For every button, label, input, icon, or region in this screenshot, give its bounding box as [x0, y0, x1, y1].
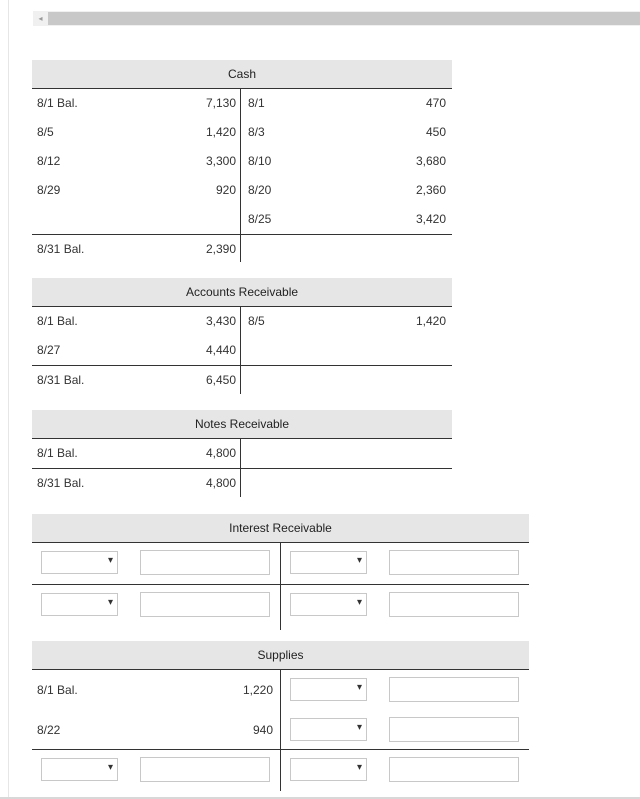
debit-amount-field[interactable] — [140, 757, 270, 782]
debit-date: 8/1 Bal. — [37, 314, 78, 328]
credit-amount-field[interactable] — [389, 757, 519, 782]
debit-date: 8/1 Bal. — [37, 446, 78, 460]
debit-date: 8/5 — [37, 125, 54, 139]
table-row — [32, 118, 452, 147]
credit-amount-field[interactable] — [389, 677, 519, 702]
total-row — [32, 468, 452, 498]
chevron-down-icon: ▾ — [356, 762, 362, 773]
total-row — [32, 365, 452, 395]
accounts-receivable-title: Accounts Receivable — [32, 278, 452, 307]
supplies-t-account — [32, 641, 529, 791]
chevron-down-icon: ▾ — [356, 722, 362, 733]
debit-amount: 3,300 — [205, 154, 236, 168]
balance-date: 8/31 Bal. — [37, 373, 85, 387]
credit-date: 8/1 — [248, 96, 265, 110]
credit-amount: 2,360 — [415, 183, 446, 197]
debit-amount: 4,440 — [205, 343, 236, 357]
credit-amount: 470 — [425, 96, 446, 110]
chevron-down-icon: ▾ — [356, 682, 362, 693]
table-row — [32, 307, 452, 336]
debit-date: 8/1 Bal. — [37, 96, 78, 110]
debit-amount: 1,220 — [242, 683, 273, 697]
total-row — [32, 234, 452, 264]
debit-amount-field[interactable] — [140, 592, 270, 617]
chevron-down-icon: ▾ — [356, 555, 362, 566]
debit-amount: 4,800 — [205, 446, 236, 460]
credit-date: 8/5 — [248, 314, 265, 328]
credit-amount-field[interactable] — [389, 550, 519, 575]
notes-receivable-t-account — [32, 410, 452, 498]
supplies-title: Supplies — [32, 641, 529, 670]
balance-amount: 6,450 — [205, 373, 236, 387]
cash-title: Cash — [32, 60, 452, 89]
table-row — [32, 336, 452, 365]
debit-date: 8/12 — [37, 154, 61, 168]
debit-amount: 1,420 — [205, 125, 236, 139]
interest-receivable-title: Interest Receivable — [32, 514, 529, 543]
supplies-divider — [280, 670, 281, 791]
credit-amount-field[interactable] — [389, 592, 519, 617]
table-row — [32, 176, 452, 205]
balance-date: 8/31 Bal. — [37, 242, 85, 256]
cash-t-account — [32, 60, 452, 264]
debit-amount-field[interactable] — [140, 550, 270, 575]
credit-date-select[interactable] — [290, 718, 367, 741]
chevron-down-icon: ▾ — [107, 762, 113, 773]
table-row — [32, 439, 452, 468]
chevron-down-icon: ▾ — [107, 597, 113, 608]
accounts-receivable-t-account — [32, 278, 452, 395]
credit-date: 8/25 — [248, 212, 272, 226]
credit-date: 8/10 — [248, 154, 272, 168]
debit-amount: 7,130 — [205, 96, 236, 110]
horizontal-scrollbar[interactable] — [33, 11, 640, 26]
interest-receivable-t-account — [32, 514, 529, 630]
credit-date: 8/20 — [248, 183, 272, 197]
debit-date: 8/22 — [37, 723, 61, 737]
chevron-down-icon: ▾ — [107, 555, 113, 566]
credit-amount-field[interactable] — [389, 717, 519, 742]
debit-date-select[interactable] — [41, 593, 118, 616]
credit-amount: 3,420 — [415, 212, 446, 226]
table-row — [32, 205, 452, 234]
debit-amount: 940 — [252, 723, 273, 737]
credit-date-select[interactable] — [290, 593, 367, 616]
credit-date-select[interactable] — [290, 678, 367, 701]
balance-amount: 2,390 — [205, 242, 236, 256]
balance-date: 8/31 Bal. — [37, 476, 85, 490]
credit-date-select[interactable] — [290, 758, 367, 781]
credit-amount: 450 — [425, 125, 446, 139]
debit-date-select[interactable] — [41, 551, 118, 574]
interest-receivable-divider — [280, 543, 281, 630]
debit-date: 8/27 — [37, 343, 61, 357]
row-separator — [32, 584, 529, 585]
credit-amount: 3,680 — [415, 154, 446, 168]
debit-date: 8/1 Bal. — [37, 683, 78, 697]
debit-amount: 3,430 — [205, 314, 236, 328]
chevron-down-icon: ▾ — [356, 597, 362, 608]
credit-date: 8/3 — [248, 125, 265, 139]
credit-date-select[interactable] — [290, 551, 367, 574]
row-separator — [32, 749, 529, 750]
notes-receivable-title: Notes Receivable — [32, 410, 452, 439]
debit-date-select[interactable] — [41, 758, 118, 781]
page-left-rule — [8, 0, 9, 799]
credit-amount: 1,420 — [415, 314, 446, 328]
table-row — [32, 147, 452, 176]
scroll-left-icon[interactable]: ◂ — [38, 14, 43, 23]
balance-amount: 4,800 — [205, 476, 236, 490]
table-row — [32, 89, 452, 118]
debit-amount: 920 — [215, 183, 236, 197]
scrollbar-thumb[interactable] — [48, 12, 640, 25]
debit-date: 8/29 — [37, 183, 61, 197]
